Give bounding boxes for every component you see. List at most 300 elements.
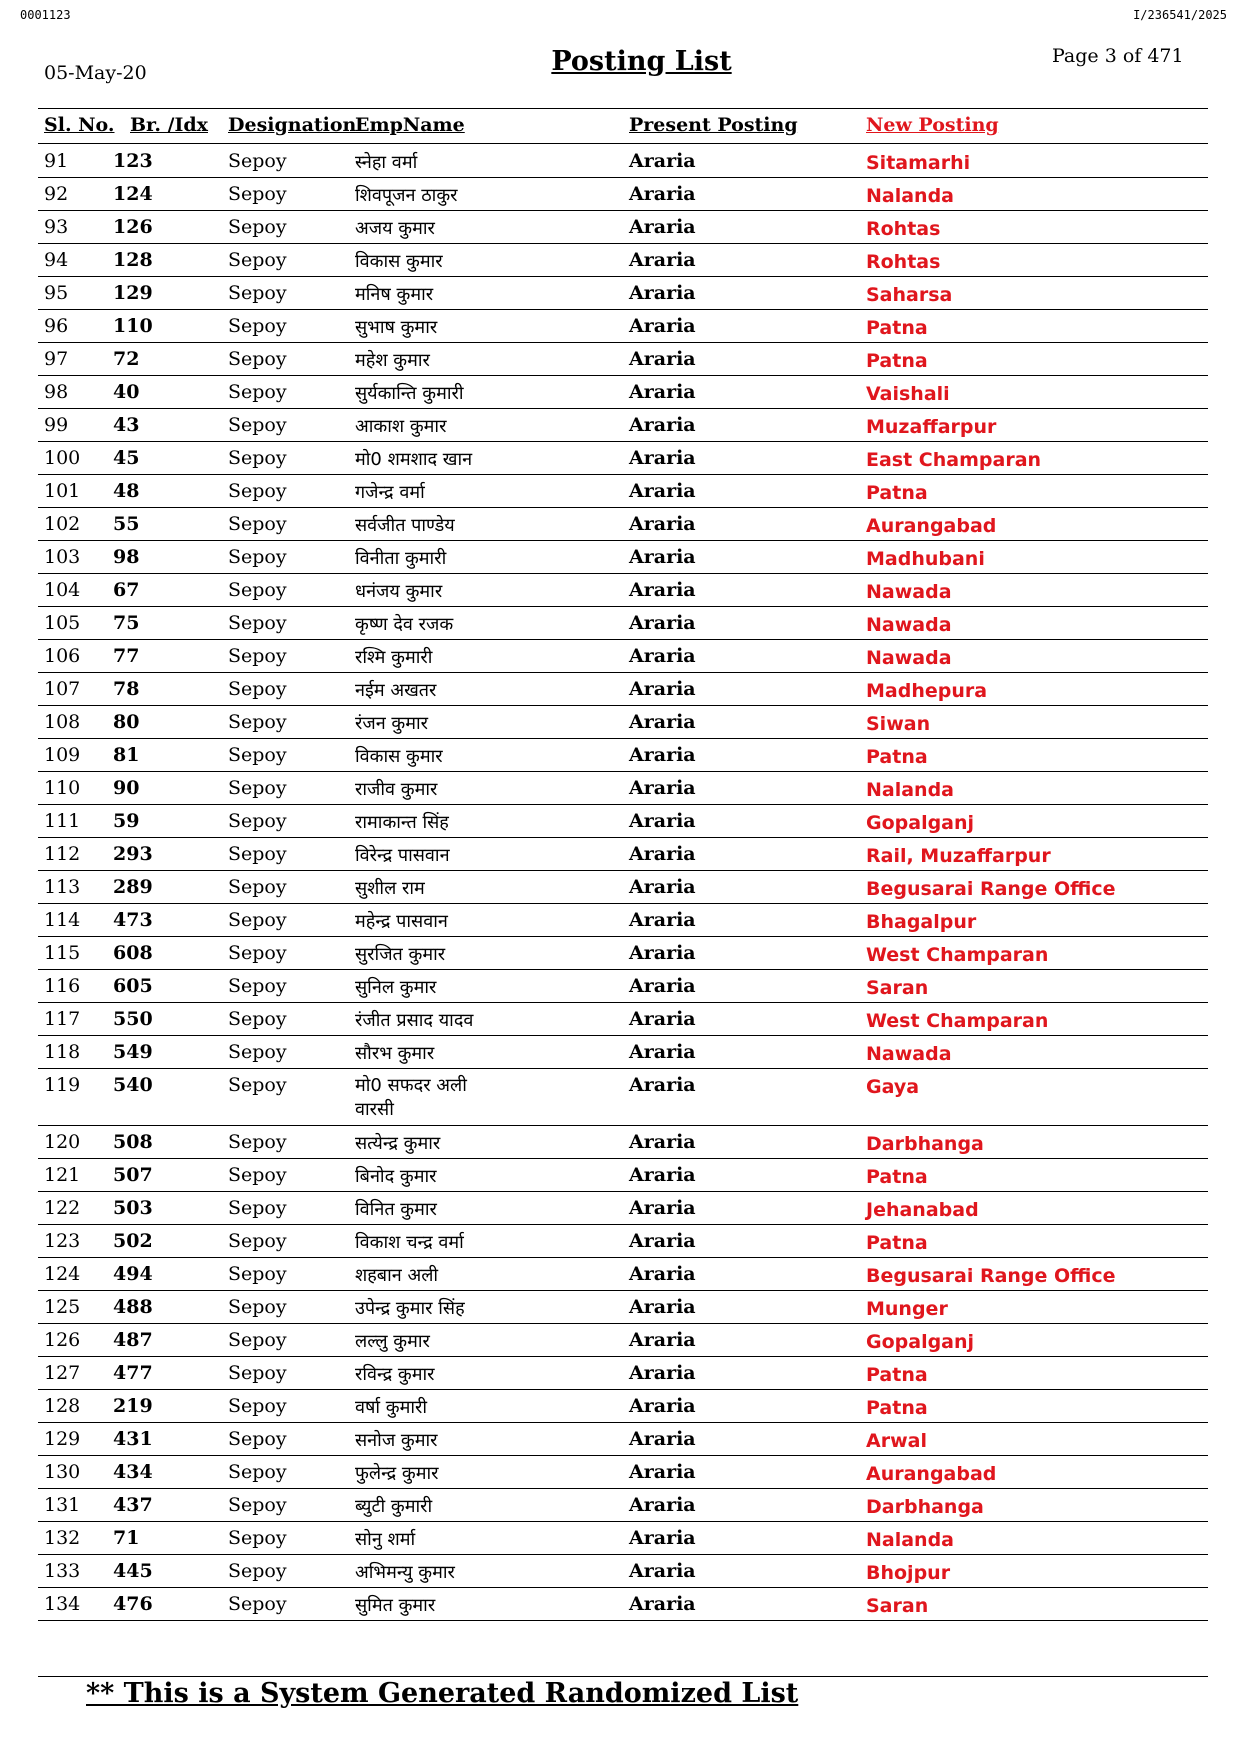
cell-empname: सुनिल कुमार — [355, 977, 437, 998]
cell-sl-no: 134 — [44, 1593, 81, 1615]
cell-empname: सनोज कुमार — [355, 1430, 438, 1451]
cell-designation: Sepoy — [228, 1197, 287, 1219]
cell-br-idx: 80 — [113, 711, 140, 733]
cell-empname: रविन्द्र कुमार — [355, 1364, 435, 1385]
cell-br-idx: 549 — [113, 1041, 153, 1063]
cell-present-posting: Araria — [629, 1527, 696, 1549]
cell-br-idx: 445 — [113, 1560, 153, 1582]
cell-present-posting: Araria — [629, 381, 696, 403]
cell-present-posting: Araria — [629, 216, 696, 238]
table-row — [38, 1069, 1208, 1126]
cell-br-idx: 75 — [113, 612, 140, 634]
cell-br-idx: 434 — [113, 1461, 153, 1483]
cell-empname: सुशील राम — [355, 878, 425, 899]
cell-br-idx: 71 — [113, 1527, 140, 1549]
cell-present-posting: Araria — [629, 1494, 696, 1516]
cell-empname: लल्लु कुमार — [355, 1331, 430, 1352]
cell-new-posting: Darbhanga — [866, 1133, 984, 1155]
cell-new-posting: West Champaran — [866, 944, 1049, 966]
cell-empname: आकाश कुमार — [355, 416, 447, 437]
cell-present-posting: Araria — [629, 249, 696, 271]
cell-present-posting: Araria — [629, 975, 696, 997]
cell-br-idx: 502 — [113, 1230, 153, 1252]
cell-present-posting: Araria — [629, 150, 696, 172]
table-header-rule — [38, 143, 1208, 144]
table-row — [38, 1225, 1208, 1258]
cell-empname: रामाकान्त सिंह — [355, 812, 449, 833]
cell-sl-no: 92 — [44, 183, 69, 205]
cell-sl-no: 116 — [44, 975, 81, 997]
cell-br-idx: 494 — [113, 1263, 153, 1285]
table-row — [38, 1489, 1208, 1522]
cell-empname: सुभाष कुमार — [355, 317, 438, 338]
table-row — [38, 1291, 1208, 1324]
table-row — [38, 1258, 1208, 1291]
cell-empname: सुरजित कुमार — [355, 944, 446, 965]
cell-new-posting: Gopalganj — [866, 1331, 975, 1353]
cell-br-idx: 605 — [113, 975, 153, 997]
table-row — [38, 706, 1208, 739]
cell-br-idx: 81 — [113, 744, 140, 766]
cell-new-posting: Bhagalpur — [866, 911, 977, 933]
table-row — [38, 277, 1208, 310]
cell-sl-no: 98 — [44, 381, 69, 403]
cell-present-posting: Araria — [629, 1041, 696, 1063]
cell-br-idx: 45 — [113, 447, 140, 469]
cell-sl-no: 129 — [44, 1428, 81, 1450]
cell-present-posting: Araria — [629, 1329, 696, 1351]
cell-new-posting: Aurangabad — [866, 1463, 997, 1485]
cell-empname: रश्मि कुमारी — [355, 647, 433, 668]
cell-present-posting: Araria — [629, 282, 696, 304]
cell-empname: नईम अखतर — [355, 680, 437, 701]
table-row — [38, 475, 1208, 508]
cell-designation: Sepoy — [228, 1296, 287, 1318]
table-row — [38, 838, 1208, 871]
document-id: 0001123 — [20, 8, 71, 22]
cell-new-posting: Begusarai Range Office — [866, 878, 1116, 900]
cell-sl-no: 108 — [44, 711, 81, 733]
cell-new-posting: Madhepura — [866, 680, 988, 702]
cell-sl-no: 91 — [44, 150, 69, 172]
table-row — [38, 541, 1208, 574]
cell-designation: Sepoy — [228, 1593, 287, 1615]
cell-new-posting: Vaishali — [866, 383, 950, 405]
cell-present-posting: Araria — [629, 1461, 696, 1483]
cell-present-posting: Araria — [629, 1164, 696, 1186]
cell-br-idx: 110 — [113, 315, 153, 337]
header-empname: EmpName — [355, 114, 465, 136]
cell-br-idx: 90 — [113, 777, 140, 799]
cell-present-posting: Araria — [629, 1074, 696, 1096]
cell-br-idx: 43 — [113, 414, 140, 436]
header-sl-no: Sl. No. — [44, 114, 115, 136]
page-number: Page 3 of 471 — [1052, 45, 1184, 67]
cell-sl-no: 121 — [44, 1164, 81, 1186]
cell-present-posting: Araria — [629, 810, 696, 832]
cell-br-idx: 128 — [113, 249, 153, 271]
cell-br-idx: 550 — [113, 1008, 153, 1030]
cell-new-posting: Patna — [866, 1166, 928, 1188]
cell-empname: विकास कुमार — [355, 746, 443, 767]
cell-empname: शिवपूजन ठाकुर — [355, 185, 458, 206]
cell-empname: शहबान अली — [355, 1265, 439, 1286]
cell-present-posting: Araria — [629, 546, 696, 568]
cell-designation: Sepoy — [228, 876, 287, 898]
cell-designation: Sepoy — [228, 1329, 287, 1351]
table-row — [38, 442, 1208, 475]
cell-br-idx: 219 — [113, 1395, 153, 1417]
cell-empname: सत्येन्द्र कुमार — [355, 1133, 441, 1154]
table-row — [38, 508, 1208, 541]
table-row — [38, 1324, 1208, 1357]
cell-br-idx: 126 — [113, 216, 153, 238]
cell-designation: Sepoy — [228, 1428, 287, 1450]
cell-br-idx: 48 — [113, 480, 140, 502]
cell-designation: Sepoy — [228, 1230, 287, 1252]
cell-designation: Sepoy — [228, 1164, 287, 1186]
cell-designation: Sepoy — [228, 447, 287, 469]
cell-br-idx: 431 — [113, 1428, 153, 1450]
cell-new-posting: Saharsa — [866, 284, 953, 306]
table-row — [38, 805, 1208, 838]
cell-new-posting: Rohtas — [866, 218, 941, 240]
posting-table-body — [0, 145, 1241, 1621]
cell-present-posting: Araria — [629, 579, 696, 601]
header-designation: Designation — [228, 114, 357, 136]
table-row — [38, 1192, 1208, 1225]
table-row — [38, 640, 1208, 673]
cell-present-posting: Araria — [629, 1197, 696, 1219]
table-top-rule — [38, 108, 1208, 109]
cell-sl-no: 106 — [44, 645, 81, 667]
cell-br-idx: 124 — [113, 183, 153, 205]
cell-sl-no: 130 — [44, 1461, 81, 1483]
cell-br-idx: 488 — [113, 1296, 153, 1318]
cell-designation: Sepoy — [228, 1362, 287, 1384]
cell-present-posting: Araria — [629, 480, 696, 502]
cell-designation: Sepoy — [228, 183, 287, 205]
table-bottom-rule — [38, 1676, 1208, 1677]
cell-sl-no: 96 — [44, 315, 69, 337]
cell-br-idx: 67 — [113, 579, 140, 601]
cell-designation: Sepoy — [228, 1560, 287, 1582]
cell-sl-no: 94 — [44, 249, 69, 271]
table-row — [38, 376, 1208, 409]
cell-designation: Sepoy — [228, 612, 287, 634]
cell-new-posting: Madhubani — [866, 548, 985, 570]
table-row — [38, 343, 1208, 376]
cell-present-posting: Araria — [629, 1428, 696, 1450]
table-row — [38, 1456, 1208, 1489]
cell-br-idx: 487 — [113, 1329, 153, 1351]
cell-br-idx: 508 — [113, 1131, 153, 1153]
cell-empname: वर्षा कुमारी — [355, 1397, 428, 1418]
cell-br-idx: 507 — [113, 1164, 153, 1186]
cell-new-posting: Patna — [866, 317, 928, 339]
cell-sl-no: 111 — [44, 810, 81, 832]
cell-new-posting: Muzaffarpur — [866, 416, 997, 438]
cell-present-posting: Araria — [629, 447, 696, 469]
cell-sl-no: 127 — [44, 1362, 81, 1384]
cell-sl-no: 122 — [44, 1197, 81, 1219]
cell-empname: विकाश चन्द्र वर्मा — [355, 1232, 464, 1253]
cell-sl-no: 120 — [44, 1131, 81, 1153]
cell-new-posting: Darbhanga — [866, 1496, 984, 1518]
header-present-posting: Present Posting — [629, 114, 798, 136]
cell-present-posting: Araria — [629, 612, 696, 634]
table-row — [38, 1423, 1208, 1456]
cell-new-posting: Nawada — [866, 1043, 952, 1065]
cell-new-posting: West Champaran — [866, 1010, 1049, 1032]
cell-empname: फुलेन्द्र कुमार — [355, 1463, 439, 1484]
table-row — [38, 1588, 1208, 1621]
cell-sl-no: 103 — [44, 546, 81, 568]
cell-sl-no: 124 — [44, 1263, 81, 1285]
cell-designation: Sepoy — [228, 744, 287, 766]
cell-new-posting: Rohtas — [866, 251, 941, 273]
cell-br-idx: 98 — [113, 546, 140, 568]
cell-designation: Sepoy — [228, 480, 287, 502]
cell-present-posting: Araria — [629, 843, 696, 865]
cell-new-posting: Patna — [866, 350, 928, 372]
cell-designation: Sepoy — [228, 942, 287, 964]
table-row — [38, 211, 1208, 244]
cell-new-posting: Nalanda — [866, 779, 955, 801]
cell-br-idx: 293 — [113, 843, 153, 865]
cell-br-idx: 476 — [113, 1593, 153, 1615]
cell-sl-no: 126 — [44, 1329, 81, 1351]
cell-empname: अभिमन्यु कुमार — [355, 1562, 455, 1583]
cell-designation: Sepoy — [228, 1494, 287, 1516]
cell-designation: Sepoy — [228, 513, 287, 535]
cell-empname: धनंजय कुमार — [355, 581, 443, 602]
cell-empname: कृष्ण देव रजक — [355, 614, 454, 635]
cell-sl-no: 100 — [44, 447, 81, 469]
table-row — [38, 1126, 1208, 1159]
cell-br-idx: 59 — [113, 810, 140, 832]
cell-br-idx: 540 — [113, 1074, 153, 1096]
cell-br-idx: 503 — [113, 1197, 153, 1219]
cell-new-posting: Nalanda — [866, 1529, 955, 1551]
document-date: 05-May-20 — [44, 62, 147, 84]
cell-new-posting: Saran — [866, 1595, 929, 1617]
table-row — [38, 244, 1208, 277]
footer-note: ** This is a System Generated Randomized List — [86, 1678, 799, 1709]
cell-sl-no: 123 — [44, 1230, 81, 1252]
page-title: Posting List — [551, 46, 732, 77]
cell-new-posting: Bhojpur — [866, 1562, 951, 1584]
cell-br-idx: 78 — [113, 678, 140, 700]
cell-present-posting: Araria — [629, 1296, 696, 1318]
cell-designation: Sepoy — [228, 1008, 287, 1030]
cell-empname: विरेन्द्र पासवान — [355, 845, 450, 866]
reference-number: I/236541/2025 — [1133, 8, 1227, 22]
cell-designation: Sepoy — [228, 975, 287, 997]
cell-empname: उपेन्द्र कुमार सिंह — [355, 1298, 465, 1319]
table-row — [38, 1522, 1208, 1555]
cell-empname: विनीता कुमारी — [355, 548, 447, 569]
cell-br-idx: 40 — [113, 381, 140, 403]
cell-designation: Sepoy — [228, 1041, 287, 1063]
cell-br-idx: 123 — [113, 150, 153, 172]
cell-new-posting: East Champaran — [866, 449, 1042, 471]
cell-present-posting: Araria — [629, 315, 696, 337]
cell-new-posting: Patna — [866, 1364, 928, 1386]
cell-present-posting: Araria — [629, 645, 696, 667]
cell-sl-no: 132 — [44, 1527, 81, 1549]
cell-designation: Sepoy — [228, 1527, 287, 1549]
table-row — [38, 310, 1208, 343]
cell-sl-no: 133 — [44, 1560, 81, 1582]
cell-br-idx: 473 — [113, 909, 153, 931]
cell-br-idx: 77 — [113, 645, 140, 667]
cell-new-posting: Begusarai Range Office — [866, 1265, 1116, 1287]
cell-empname: सौरभ कुमार — [355, 1043, 435, 1064]
cell-designation: Sepoy — [228, 315, 287, 337]
cell-present-posting: Araria — [629, 678, 696, 700]
cell-br-idx: 608 — [113, 942, 153, 964]
table-row — [38, 772, 1208, 805]
table-row — [38, 409, 1208, 442]
cell-new-posting: Munger — [866, 1298, 948, 1320]
cell-new-posting: Aurangabad — [866, 515, 997, 537]
cell-empname: राजीव कुमार — [355, 779, 438, 800]
cell-designation: Sepoy — [228, 645, 287, 667]
cell-sl-no: 115 — [44, 942, 81, 964]
cell-sl-no: 119 — [44, 1074, 81, 1096]
table-row — [38, 1036, 1208, 1069]
cell-designation: Sepoy — [228, 579, 287, 601]
cell-empname: महेश कुमार — [355, 350, 430, 371]
cell-new-posting: Patna — [866, 1232, 928, 1254]
cell-designation: Sepoy — [228, 150, 287, 172]
cell-sl-no: 131 — [44, 1494, 81, 1516]
cell-sl-no: 113 — [44, 876, 81, 898]
cell-sl-no: 101 — [44, 480, 81, 502]
cell-new-posting: Patna — [866, 482, 928, 504]
cell-present-posting: Araria — [629, 414, 696, 436]
cell-empname: सुर्यकान्ति कुमारी — [355, 383, 464, 404]
cell-sl-no: 93 — [44, 216, 69, 238]
cell-new-posting: Nawada — [866, 581, 952, 603]
cell-present-posting: Araria — [629, 876, 696, 898]
cell-present-posting: Araria — [629, 348, 696, 370]
cell-empname: बिनोद कुमार — [355, 1166, 437, 1187]
cell-designation: Sepoy — [228, 1074, 287, 1096]
cell-empname: सर्वजीत पाण्डेय — [355, 515, 455, 536]
cell-designation: Sepoy — [228, 546, 287, 568]
cell-designation: Sepoy — [228, 282, 287, 304]
cell-designation: Sepoy — [228, 1131, 287, 1153]
cell-br-idx: 55 — [113, 513, 140, 535]
cell-present-posting: Araria — [629, 1008, 696, 1030]
table-row — [38, 1357, 1208, 1390]
cell-present-posting: Araria — [629, 942, 696, 964]
cell-new-posting: Nawada — [866, 614, 952, 636]
cell-sl-no: 105 — [44, 612, 81, 634]
cell-empname: मनिष कुमार — [355, 284, 434, 305]
cell-present-posting: Araria — [629, 777, 696, 799]
cell-new-posting: Gopalganj — [866, 812, 975, 834]
cell-designation: Sepoy — [228, 216, 287, 238]
cell-br-idx: 477 — [113, 1362, 153, 1384]
cell-empname: महेन्द्र पासवान — [355, 911, 448, 932]
cell-designation: Sepoy — [228, 381, 287, 403]
cell-present-posting: Araria — [629, 1395, 696, 1417]
table-row — [38, 739, 1208, 772]
cell-sl-no: 104 — [44, 579, 81, 601]
cell-br-idx: 289 — [113, 876, 153, 898]
header-br-idx: Br. /Idx — [130, 114, 208, 136]
cell-sl-no: 117 — [44, 1008, 81, 1030]
cell-empname: गजेन्द्र वर्मा — [355, 482, 425, 503]
cell-present-posting: Araria — [629, 711, 696, 733]
cell-present-posting: Araria — [629, 1593, 696, 1615]
cell-br-idx: 72 — [113, 348, 140, 370]
cell-present-posting: Araria — [629, 513, 696, 535]
cell-new-posting: Siwan — [866, 713, 931, 735]
cell-new-posting: Sitamarhi — [866, 152, 971, 174]
cell-sl-no: 112 — [44, 843, 81, 865]
cell-empname: विनित कुमार — [355, 1199, 437, 1220]
cell-designation: Sepoy — [228, 1263, 287, 1285]
cell-empname: रंजीत प्रसाद यादव — [355, 1010, 474, 1031]
cell-new-posting: Saran — [866, 977, 929, 999]
cell-sl-no: 125 — [44, 1296, 81, 1318]
cell-sl-no: 102 — [44, 513, 81, 535]
table-row — [38, 1390, 1208, 1423]
cell-designation: Sepoy — [228, 909, 287, 931]
cell-present-posting: Araria — [629, 1263, 696, 1285]
cell-new-posting: Jehanabad — [866, 1199, 979, 1221]
cell-present-posting: Araria — [629, 909, 696, 931]
cell-designation: Sepoy — [228, 249, 287, 271]
cell-empname: रंजन कुमार — [355, 713, 429, 734]
cell-present-posting: Araria — [629, 744, 696, 766]
cell-empname: विकास कुमार — [355, 251, 443, 272]
cell-empname: अजय कुमार — [355, 218, 435, 239]
table-row — [38, 1555, 1208, 1588]
cell-new-posting: Patna — [866, 1397, 928, 1419]
table-row — [38, 178, 1208, 211]
table-row — [38, 904, 1208, 937]
table-row — [38, 607, 1208, 640]
cell-sl-no: 114 — [44, 909, 81, 931]
cell-designation: Sepoy — [228, 777, 287, 799]
table-row — [38, 871, 1208, 904]
cell-designation: Sepoy — [228, 414, 287, 436]
cell-sl-no: 118 — [44, 1041, 81, 1063]
cell-br-idx: 129 — [113, 282, 153, 304]
cell-designation: Sepoy — [228, 843, 287, 865]
table-row — [38, 970, 1208, 1003]
table-row — [38, 145, 1208, 178]
table-row — [38, 937, 1208, 970]
cell-sl-no: 107 — [44, 678, 81, 700]
cell-empname: सोनु शर्मा — [355, 1529, 416, 1550]
cell-designation: Sepoy — [228, 678, 287, 700]
cell-present-posting: Araria — [629, 1131, 696, 1153]
table-header — [0, 110, 1241, 142]
cell-empname: मो0 शमशाद खान — [355, 449, 473, 470]
cell-present-posting: Araria — [629, 1560, 696, 1582]
cell-new-posting: Gaya — [866, 1076, 920, 1098]
cell-present-posting: Araria — [629, 1230, 696, 1252]
cell-sl-no: 109 — [44, 744, 81, 766]
cell-sl-no: 110 — [44, 777, 81, 799]
cell-designation: Sepoy — [228, 1461, 287, 1483]
